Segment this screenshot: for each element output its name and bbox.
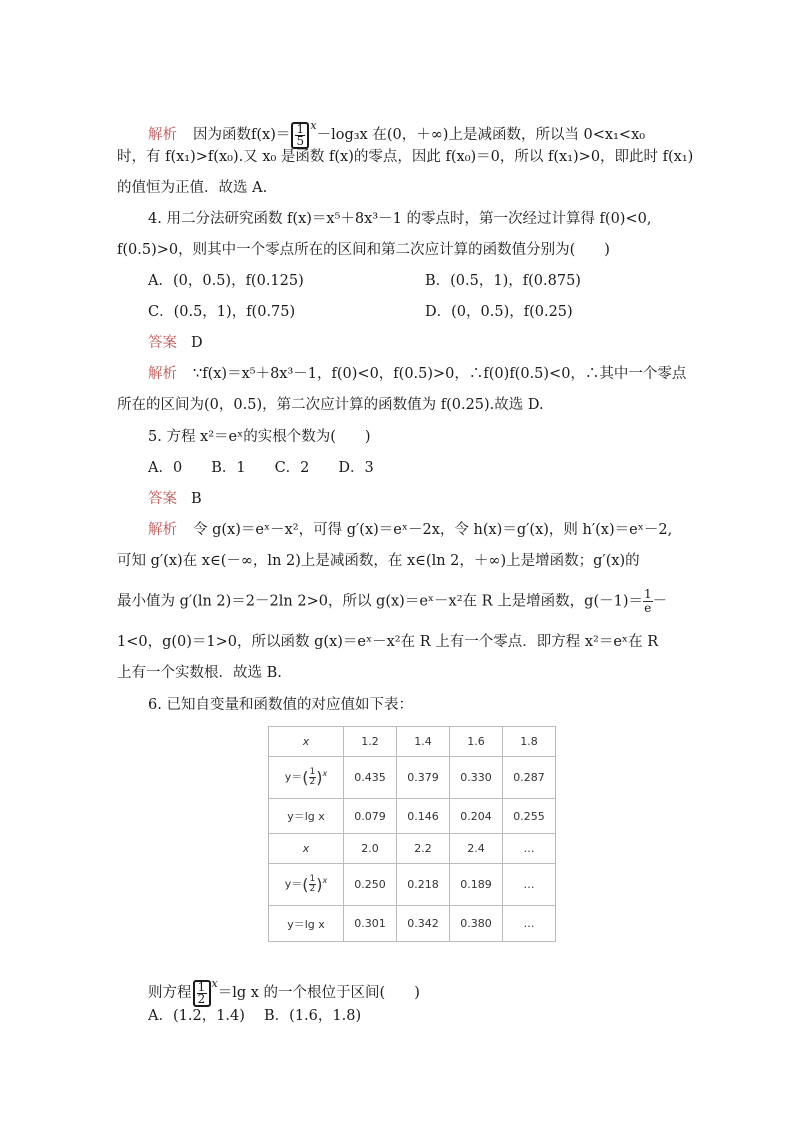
table-header-x: x <box>269 727 344 757</box>
p1-line-1: 解析 因为函数f(x)＝ $\frac{1}{5}$ $^x$－log₃x 在(0，＋∞)上是减函数，所以当 0<x₁<x₀ <box>148 119 646 148</box>
q5-solution-4: 1<0，g(0)＝1>0，所以函数 g(x)＝eˣ－x²在 R 上有一个零点．即方程 x²＝eˣ在 R <box>117 634 659 650</box>
table-header-y-lg: y＝lg x <box>269 906 344 942</box>
q5-options: A．0 B．1 C．2 D．3 <box>148 460 374 476</box>
table-row: y＝lg x 0.301 0.342 0.380 … <box>269 906 556 942</box>
table-row: y＝lg x 0.079 0.146 0.204 0.255 <box>269 798 556 834</box>
daan-label: 答案 <box>148 491 177 507</box>
jiexi-label: 解析 <box>148 366 177 382</box>
table-row: y＝( $\frac{1}{2}$ )$^x$ 0.250 0.218 0.189 … <box>269 863 556 905</box>
q4-stem-2: f(0.5)>0，则其中一个零点所在的区间和第二次应计算的函数值分别为( ) <box>117 242 610 258</box>
jiexi-label: 解析 <box>148 522 177 538</box>
jiexi-label: 解析 <box>148 127 177 143</box>
q6-stem: 6. 已知自变量和函数值的对应值如下表： <box>148 697 413 713</box>
q4-solution-1: 解析 ∵f(x)＝x⁵＋8x³－1，f(0)<0，f(0.5)>0，∴f(0)f(0.5)<0，∴其中一个零点 <box>148 366 687 382</box>
q5-solution-1: 解析 令 g(x)＝eˣ－x²，可得 g′(x)＝eˣ－2x，令 h(x)＝g′(x)，则 h′(x)＝eˣ－2, <box>148 522 673 538</box>
table-row: x 1.2 1.4 1.6 1.8 <box>269 727 556 757</box>
table-header-y-exp: y＝( $\frac{1}{2}$ )$^x$ <box>269 863 344 905</box>
fraction-one-half: $\frac{1}{2}$ <box>193 980 211 1007</box>
table-row: x 2.0 2.2 2.4 … <box>269 834 556 864</box>
q4-stem-1: 4. 用二分法研究函数 f(x)＝x⁵＋8x³－1 的零点时，第一次经过计算得 f(0)<0, <box>148 211 652 227</box>
p1-line-2: 时，有 f(x₁)>f(x₀).又 x₀ 是函数 f(x)的零点，因此 f(x₀)＝0，所以 f(x₁)>0，即此时 f(x₁) <box>117 149 694 165</box>
fraction-one-over-e: $\frac{1}{e}$ <box>644 587 652 615</box>
q4-answer: 答案 D <box>148 335 203 351</box>
table-header-y-lg: y＝lg x <box>269 798 344 834</box>
q5-stem: 5. 方程 x²＝eˣ的实根个数为( ) <box>148 429 371 445</box>
q4-solution-2: 所在的区间为(0，0.5)，第二次应计算的函数值为 f(0.25).故选 D. <box>117 397 544 413</box>
fraction-one-fifth: $\frac{1}{5}$ <box>291 122 309 149</box>
q5-solution-3: 最小值为 g′(ln 2)＝2－2ln 2>0，所以 g(x)＝eˣ－x²在 R 上是增函数，g(－1)＝ $\frac{1}{e}$ － <box>117 587 668 615</box>
q6-question: 则方程 $\frac{1}{2}$ $^x$＝lg x 的一个根位于区间( ) <box>148 977 420 1006</box>
q5-answer: 答案 B <box>148 491 202 507</box>
q5-solution-5: 上有一个实数根．故选 B. <box>117 665 282 681</box>
table-header-y-exp: y＝( $\frac{1}{2}$ )$^x$ <box>269 756 344 798</box>
q4-option-d: D．(0，0.5)，f(0.25) <box>425 304 573 320</box>
table-row: y＝( $\frac{1}{2}$ )$^x$ 0.435 0.379 0.330 0.287 <box>269 756 556 798</box>
q4-option-a: A．(0，0.5)，f(0.125) <box>148 273 304 289</box>
q5-solution-2: 可知 g′(x)在 x∈(－∞，ln 2)上是减函数，在 x∈(ln 2，＋∞)上是增函数；g′(x)的 <box>117 553 640 569</box>
values-table <box>268 726 556 942</box>
daan-label: 答案 <box>148 335 177 351</box>
q4-option-c: C．(0.5，1)，f(0.75) <box>148 304 296 320</box>
q4-option-b: B．(0.5，1)，f(0.875) <box>425 273 581 289</box>
table-header-x: x <box>269 834 344 864</box>
q6-options: A．(1.2，1.4) B．(1.6，1.8) <box>148 1008 362 1024</box>
p1-line-3: 的值恒为正值．故选 A. <box>117 180 268 196</box>
